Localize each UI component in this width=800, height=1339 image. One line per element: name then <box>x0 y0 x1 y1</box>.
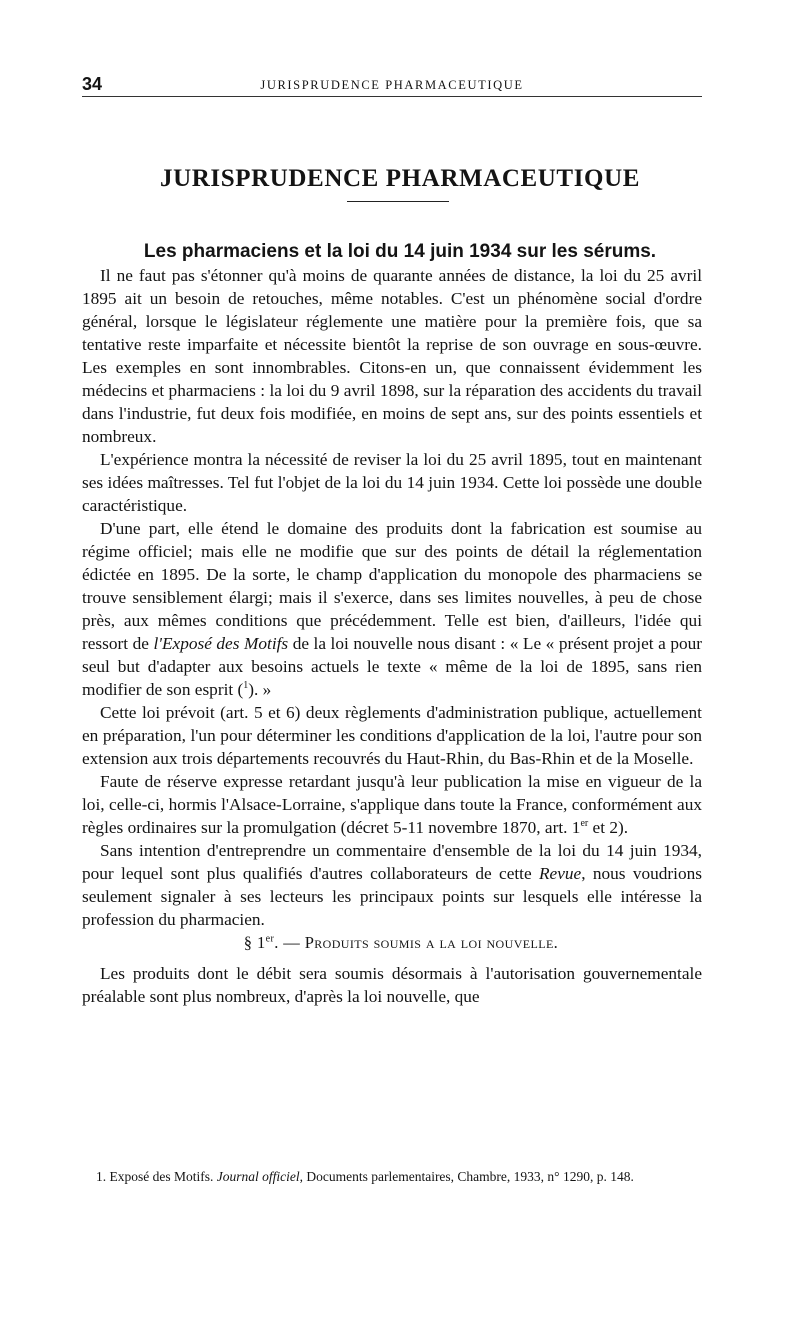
footnote-reference: 1 <box>243 680 249 692</box>
running-title: JURISPRUDENCE PHARMACEUTIQUE <box>260 78 524 92</box>
running-header <box>82 74 702 97</box>
section-heading: § 1er. — Produits soumis a la loi nouvelle. <box>243 933 559 952</box>
paragraph: D'une part, elle étend le domaine des produits dont la fabrication est soumise au régime officiel; mais elle ne modifie que sur des points de détail la réglementation édictée en 1895. De la sorte, le champ d'application du monopole des pharmaciens se trouve sensiblement élargi; mais il s'exerce, dans ses limites nouvelles, à peu de chose près, aux mêmes conditions que précédemment. Telle est bien, d'ailleurs, l'idée qui ressort de l'Exposé des Motifs de la loi nouvelle nous disant : « Le « présent projet a pour seul but d'adapter aux besoins actuels le texte « même de la loi de 1895, sans rien modifier de son esprit ($^1$). » <box>82 519 703 699</box>
article-subtitle: Les pharmaciens et la loi du 14 juin 1934 sur les sérums. <box>143 240 657 262</box>
paragraph: Faute de réserve expresse retardant jusqu'à leur publication la mise en vigueur de la loi, celle-ci, hormis l'Alsace-Lorraine, s'applique dans toute la France, conformément aux règles ordinaires sur la promulgation (décret 5-11 novembre 1870, art. 1er et 2). <box>82 772 702 837</box>
page-number: 34 <box>82 74 103 94</box>
title-divider <box>347 201 449 202</box>
article-body <box>82 264 702 1008</box>
page-title: JURISPRUDENCE PHARMACEUTIQUE <box>159 164 641 192</box>
italic-journal-name: Revue <box>538 864 582 883</box>
paragraph: Sans intention d'entreprendre un commentaire d'ensemble de la loi du 14 juin 1934, pour lequel sont plus qualifiés d'autres collaborateurs de cette Revue, nous voudrions seulement signaler à ses lecteurs les principaux points sur lesquels elle intéresse la profession du pharmacien. <box>82 841 702 929</box>
paragraph: Cette loi prévoit (art. 5 et 6) deux règlements d'administration publique, actuellement en préparation, l'un pour déterminer les conditions d'application de la loi, l'autre pour son extension aux trois départements recouvrés du Haut-Rhin, du Bas-Rhin et de la Moselle. <box>82 703 702 768</box>
paragraph: Il ne faut pas s'étonner qu'à moins de quarante années de distance, la loi du 25 avril 1895 ait un besoin de retouches, même notables. C'est un phénomène social d'ordre général, lorsque le législateur réglemente une matière pour la première fois, que sa tentative reste imparfaite et nécessite bientôt la reprise de son ouvrage en sous-œuvre. Les exemples en sont innombrables. Citons-en un, que connaissent évidemment les médecins et pharmaciens : la loi du 9 avril 1898, sur la réparation des accidents du travail dans l'industrie, fut deux fois modifiée, en moins de sept ans, sur des points essentiels et nombreux. <box>82 266 702 446</box>
paragraph: Les produits dont le débit sera soumis désormais à l'autorisation gouvernementale préalable sont plus nombreux, d'après la loi nouvelle, que <box>82 964 702 1006</box>
italic-reference: l'Exposé des Motifs <box>153 634 289 653</box>
paragraph: L'expérience montra la nécessité de reviser la loi du 25 avril 1895, tout en maintenant ses idées maîtresses. Tel fut l'objet de la loi du 14 juin 1934. Cette loi possède une double caractéristique. <box>82 450 702 515</box>
footnote: 1. Exposé des Motifs. Journal officiel, Documents parlementaires, Chambre, 1933, n° 1290, p. 148. <box>96 1169 634 1184</box>
